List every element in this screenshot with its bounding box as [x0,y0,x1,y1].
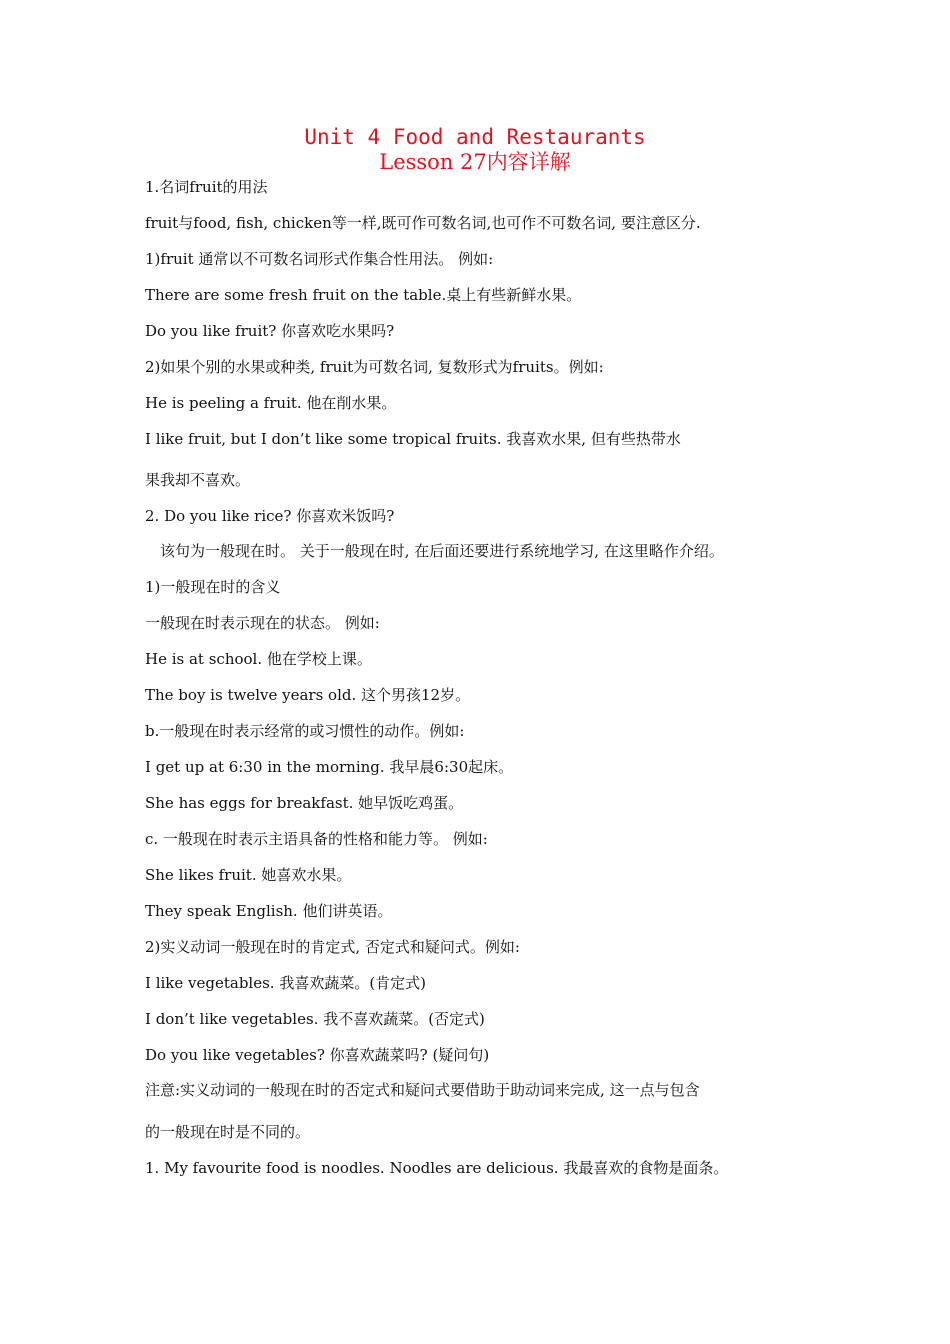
document-title: Unit 4 Food and Restaurants [304,125,646,149]
text-line: He is peeling a fruit. 他在削水果。 [145,394,397,412]
text-line: 1)fruit 通常以不可数名词形式作集合性用法。 例如: [145,250,494,268]
text-line: 果我却不喜欢。 [145,471,251,489]
text-line: They speak English. 他们讲英语。 [145,902,393,920]
text-line: She has eggs for breakfast. 她早饭吃鸡蛋。 [145,794,464,812]
text-line: I like vegetables. 我喜欢蔬菜。(肯定式) [145,974,427,992]
text-line: 2. Do you like rice? 你喜欢米饭吗? [145,507,395,525]
text-line: She likes fruit. 她喜欢水果。 [145,866,352,884]
text-line: b.一般现在时表示经常的或习惯性的动作。例如: [145,722,465,740]
text-line: I don’t like vegetables. 我不喜欢蔬菜。(否定式) [145,1010,485,1028]
text-line: c. 一般现在时表示主语具备的性格和能力等。 例如: [145,830,488,848]
text-line: He is at school. 他在学校上课。 [145,650,372,668]
text-line: 该句为一般现在时。 关于一般现在时, 在后面还要进行系统地学习, 在这里略作介绍。 [160,542,724,560]
text-line: Do you like vegetables? 你喜欢蔬菜吗? (疑问句) [145,1046,490,1064]
text-line: 1.名词fruit的用法 [145,178,268,196]
text-line: 2)如果个别的水果或种类, fruit为可数名词, 复数形式为fruits。例如: [145,358,604,376]
text-line: 的一般现在时是不同的。 [145,1123,311,1141]
text-line: Do you like fruit? 你喜欢吃水果吗? [145,322,395,340]
text-line: 1)一般现在时的含义 [145,578,281,596]
text-line: There are some fresh fruit on the table.桌上有些新鲜水果。 [145,286,582,304]
document-subtitle: Lesson 27内容详解 [379,150,571,174]
text-line: I like fruit, but I don’t like some tropical fruits. 我喜欢水果, 但有些热带水 [145,430,681,448]
text-line: The boy is twelve years old. 这个男孩12岁。 [145,686,471,704]
text-line: 注意:实义动词的一般现在时的否定式和疑问式要借助于助动词来完成, 这一点与包含 [145,1081,700,1099]
text-line: 2)实义动词一般现在时的肯定式, 否定式和疑问式。例如: [145,938,520,956]
text-line: fruit与food, fish, chicken等一样,既可作可数名词,也可作不可数名词, 要注意区分. [145,214,701,232]
text-line: 1. My favourite food is noodles. Noodles are delicious. 我最喜欢的食物是面条。 [145,1159,729,1177]
text-line: I get up at 6:30 in the morning. 我早晨6:30起床。 [145,758,514,776]
text-line: 一般现在时表示现在的状态。 例如: [145,614,380,632]
